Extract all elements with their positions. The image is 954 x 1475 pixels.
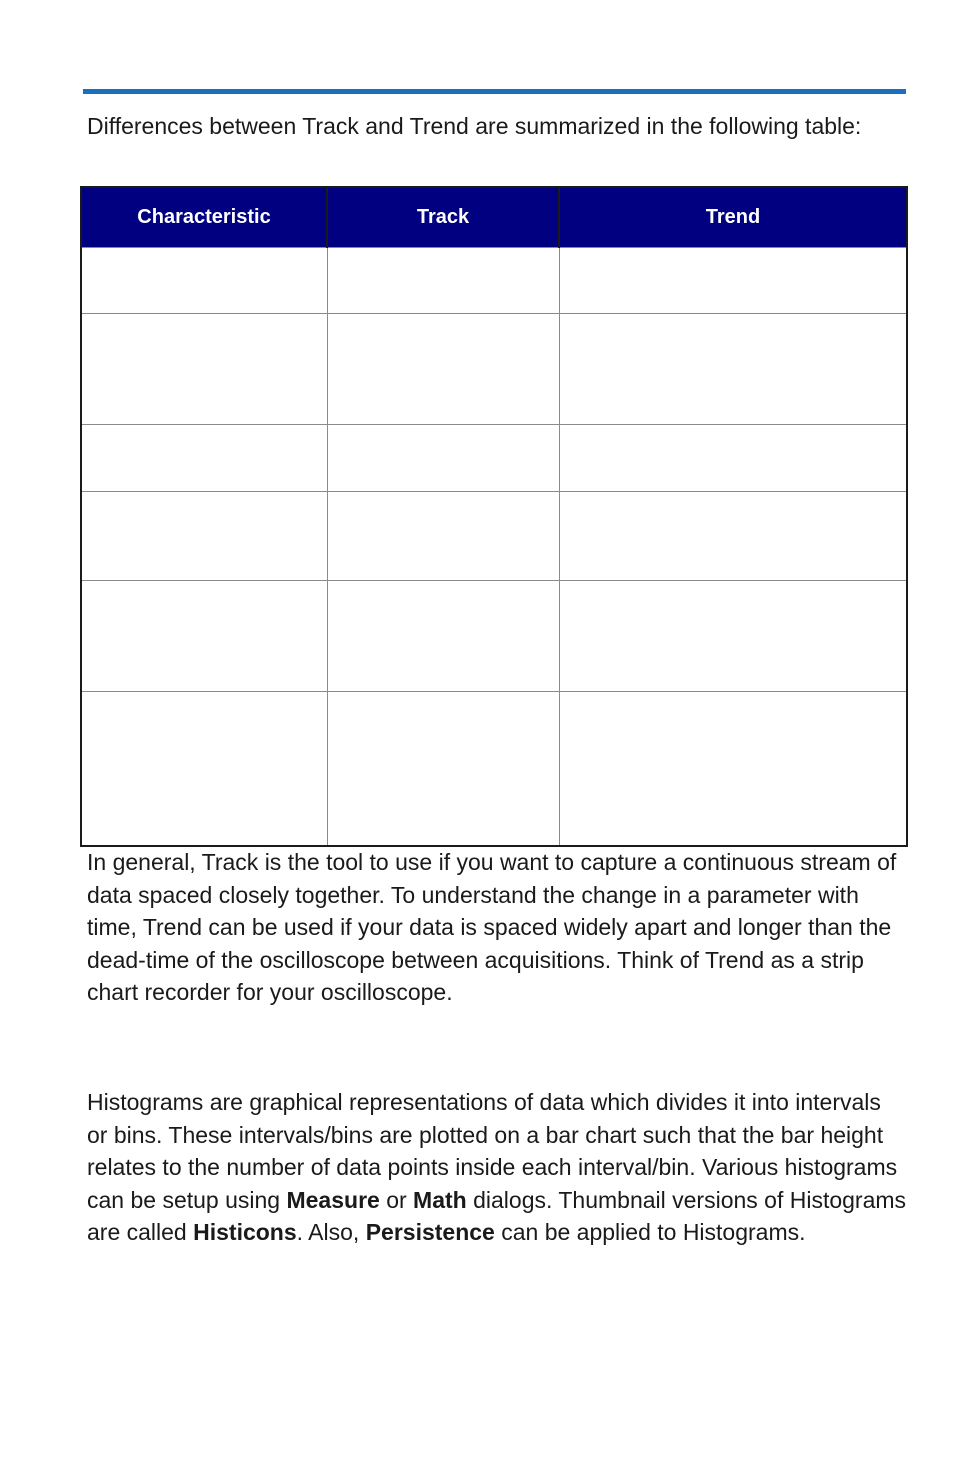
table-cell	[559, 425, 907, 492]
histogram-paragraph	[87, 1086, 907, 1249]
histogram-text: dialogs. Thumbnail versions of Histograms are called	[87, 1186, 907, 1245]
table-cell	[559, 248, 907, 314]
table-cell	[327, 425, 559, 492]
persistence-term: Persistence	[365, 1219, 495, 1245]
intro-paragraph: Differences between Track and Trend are summarized in the following table:	[87, 113, 862, 139]
table-row	[81, 314, 907, 425]
histogram-text: can be applied to Histograms.	[494, 1219, 806, 1245]
table-row	[81, 492, 907, 581]
table-cell	[81, 692, 327, 846]
table-cell	[559, 314, 907, 425]
measure-term: Measure	[286, 1186, 380, 1213]
header-trend: Trend	[559, 187, 907, 248]
header-track: Track	[327, 187, 559, 248]
table-row	[81, 581, 907, 692]
table-cell	[327, 248, 559, 314]
table-cell	[327, 692, 559, 846]
table-cell	[327, 492, 559, 581]
table-row	[81, 248, 907, 314]
table-cell	[81, 581, 327, 692]
table-cell	[559, 492, 907, 581]
histogram-text: Histograms are graphical representations of data which divides it into intervals or bins. These intervals/bins are plotted on a bar chart such that the bar height relates to the number of data points inside each interval/bin. Various histograms can be setup using	[87, 1089, 898, 1213]
table-cell	[81, 314, 327, 425]
table-cell	[81, 492, 327, 581]
table-row	[81, 692, 907, 846]
comparison-table	[80, 186, 908, 847]
header-characteristic: Characteristic	[81, 187, 327, 248]
table-cell	[81, 248, 327, 314]
table-cell	[327, 581, 559, 692]
math-term: Math	[413, 1186, 467, 1213]
table-header-row	[81, 187, 907, 248]
table-cell	[81, 425, 327, 492]
histogram-text: or	[379, 1186, 414, 1213]
header-rule	[83, 89, 906, 94]
table-row	[81, 425, 907, 492]
general-paragraph: In general, Track is the tool to use if you want to capture a continuous stream of data spaced closely together. To understand the change in a parameter with time, Trend can be used if your data is spaced widely apart and longer than the dead-time of the oscilloscope between acquisitions. Think of Trend as a strip chart recorder for your oscilloscope.	[87, 849, 897, 1005]
histicons-term: Histicons	[193, 1219, 297, 1245]
table-cell	[559, 692, 907, 846]
table-cell	[559, 581, 907, 692]
histogram-text: . Also,	[296, 1219, 366, 1245]
table-cell	[327, 314, 559, 425]
